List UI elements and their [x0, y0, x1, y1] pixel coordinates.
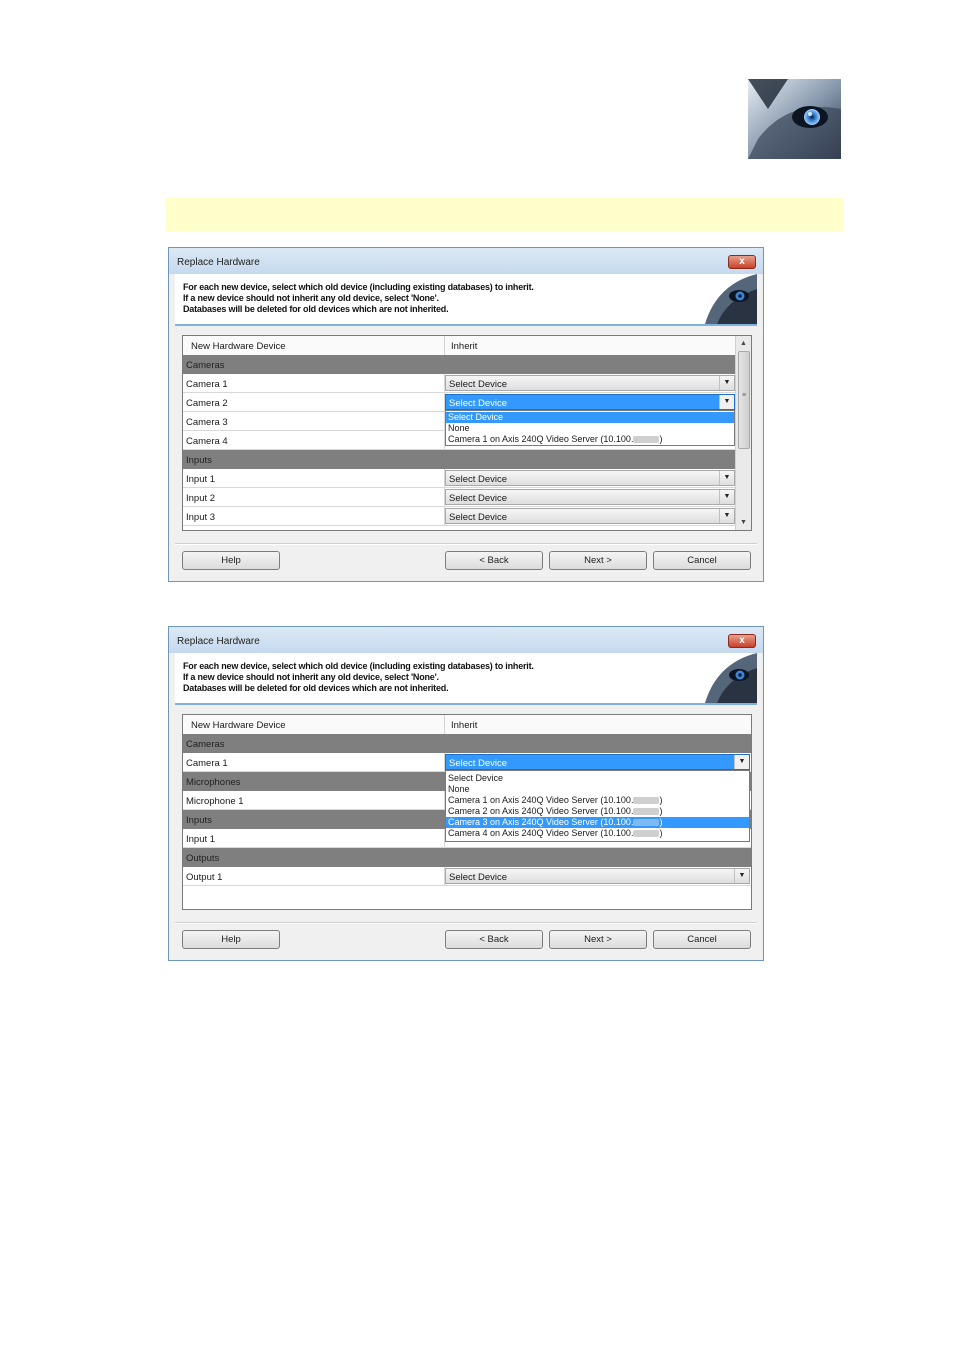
inherit-select[interactable]: Select Device ▼: [445, 508, 735, 524]
next-button[interactable]: Next >: [549, 551, 647, 570]
wolf-eye-logo-icon: [748, 79, 841, 159]
device-name: Input 3: [186, 512, 216, 523]
grid-header: [183, 336, 736, 356]
grid-header: [183, 715, 751, 735]
replace-hardware-dialog-1: [168, 247, 764, 582]
device-name: Input 1: [186, 474, 216, 485]
table-row[interactable]: [183, 488, 736, 507]
category-row: Inputs: [183, 810, 751, 829]
chevron-down-icon[interactable]: ▼: [734, 869, 749, 883]
inherit-dropdown-list[interactable]: [445, 410, 735, 446]
table-row[interactable]: [183, 507, 736, 526]
column-header-inherit: Inherit: [451, 341, 478, 352]
next-button[interactable]: Next >: [549, 930, 647, 949]
wolf-eye-logo-icon: [697, 274, 757, 324]
scroll-thumb[interactable]: ≡: [738, 351, 750, 449]
chevron-down-icon[interactable]: ▼: [719, 509, 734, 523]
table-row[interactable]: [183, 469, 736, 488]
instruction-line-2: If a new device should not inherit any old device, select 'None'.: [183, 293, 439, 303]
dropdown-option[interactable]: Camera 2 on Axis 240Q Video Server (10.100. ): [448, 806, 663, 816]
cancel-button[interactable]: Cancel: [653, 551, 751, 570]
chevron-down-icon[interactable]: ▼: [719, 471, 734, 485]
inherit-select[interactable]: Select Device ▼: [445, 868, 750, 884]
instructions-header: [175, 653, 757, 705]
chevron-down-icon[interactable]: ▼: [719, 376, 734, 390]
inherit-dropdown-list[interactable]: [445, 770, 750, 842]
inherit-select[interactable]: Select Device ▼: [445, 394, 735, 410]
device-name: Input 1: [186, 834, 216, 845]
note-bar: [166, 198, 843, 232]
back-button[interactable]: < Back: [445, 930, 543, 949]
chevron-down-icon[interactable]: ▼: [734, 755, 749, 769]
title-bar: [169, 248, 763, 274]
instruction-line-3: Databases will be deleted for old devices which are not inherited.: [183, 304, 449, 314]
inherit-select[interactable]: Select Device ▼: [445, 754, 750, 770]
wolf-eye-logo-icon: [697, 653, 757, 703]
chevron-down-icon[interactable]: ▼: [719, 395, 734, 409]
dialog-title: Replace Hardware: [177, 636, 260, 647]
vertical-scrollbar[interactable]: [735, 336, 751, 530]
device-name: Microphone 1: [186, 796, 244, 807]
inherit-select[interactable]: Select Device ▼: [445, 470, 735, 486]
help-button[interactable]: Help: [182, 551, 280, 570]
category-row: Cameras: [183, 734, 751, 753]
dropdown-option[interactable]: Camera 4 on Axis 240Q Video Server (10.100. ): [448, 828, 663, 838]
column-header-new-device: New Hardware Device: [191, 720, 286, 731]
device-grid: [182, 335, 752, 531]
close-icon[interactable]: x: [728, 255, 756, 269]
instruction-line-1: For each new device, select which old device (including existing databases) to inherit.: [183, 282, 534, 292]
category-row: Cameras: [183, 355, 736, 374]
chevron-down-icon[interactable]: ▼: [719, 490, 734, 504]
dropdown-option[interactable]: Camera 1 on Axis 240Q Video Server (10.100. ): [448, 795, 663, 805]
table-row[interactable]: [183, 867, 751, 886]
category-row: Microphones: [183, 772, 751, 791]
instruction-line-1: For each new device, select which old device (including existing databases) to inherit.: [183, 661, 534, 671]
category-row: Inputs: [183, 450, 736, 469]
dropdown-option[interactable]: None: [448, 784, 470, 794]
category-row: Outputs: [183, 848, 751, 867]
column-header-new-device: New Hardware Device: [191, 341, 286, 352]
cancel-button[interactable]: Cancel: [653, 930, 751, 949]
replace-hardware-dialog-2: [168, 626, 764, 961]
back-button[interactable]: < Back: [445, 551, 543, 570]
scroll-down-icon[interactable]: ▼: [740, 519, 747, 526]
inherit-select[interactable]: Select Device ▼: [445, 375, 735, 391]
close-icon[interactable]: x: [728, 634, 756, 648]
device-grid: [182, 714, 752, 910]
device-name: Output 1: [186, 872, 223, 883]
device-name: Camera 3: [186, 417, 228, 428]
instruction-line-3: Databases will be deleted for old devices which are not inherited.: [183, 683, 449, 693]
instructions-header: [175, 274, 757, 326]
device-name: Camera 4: [186, 436, 228, 447]
dropdown-option[interactable]: Select Device: [446, 412, 734, 423]
dropdown-option[interactable]: Select Device: [448, 773, 504, 783]
table-row[interactable]: [183, 374, 736, 393]
device-name: Camera 1: [186, 379, 228, 390]
title-bar: [169, 627, 763, 653]
instruction-line-2: If a new device should not inherit any old device, select 'None'.: [183, 672, 439, 682]
scroll-up-icon[interactable]: ▲: [740, 340, 747, 347]
dropdown-option[interactable]: Camera 1 on Axis 240Q Video Server (10.100. ): [448, 434, 663, 444]
column-header-inherit: Inherit: [451, 720, 478, 731]
device-name: Input 2: [186, 493, 216, 504]
dropdown-option[interactable]: None: [448, 423, 470, 433]
dialog-title: Replace Hardware: [177, 257, 260, 268]
help-button[interactable]: Help: [182, 930, 280, 949]
device-name: Camera 2: [186, 398, 228, 409]
inherit-select[interactable]: Select Device ▼: [445, 489, 735, 505]
device-name: Camera 1: [186, 758, 228, 769]
dropdown-option[interactable]: Camera 3 on Axis 240Q Video Server (10.100. ): [446, 817, 749, 828]
